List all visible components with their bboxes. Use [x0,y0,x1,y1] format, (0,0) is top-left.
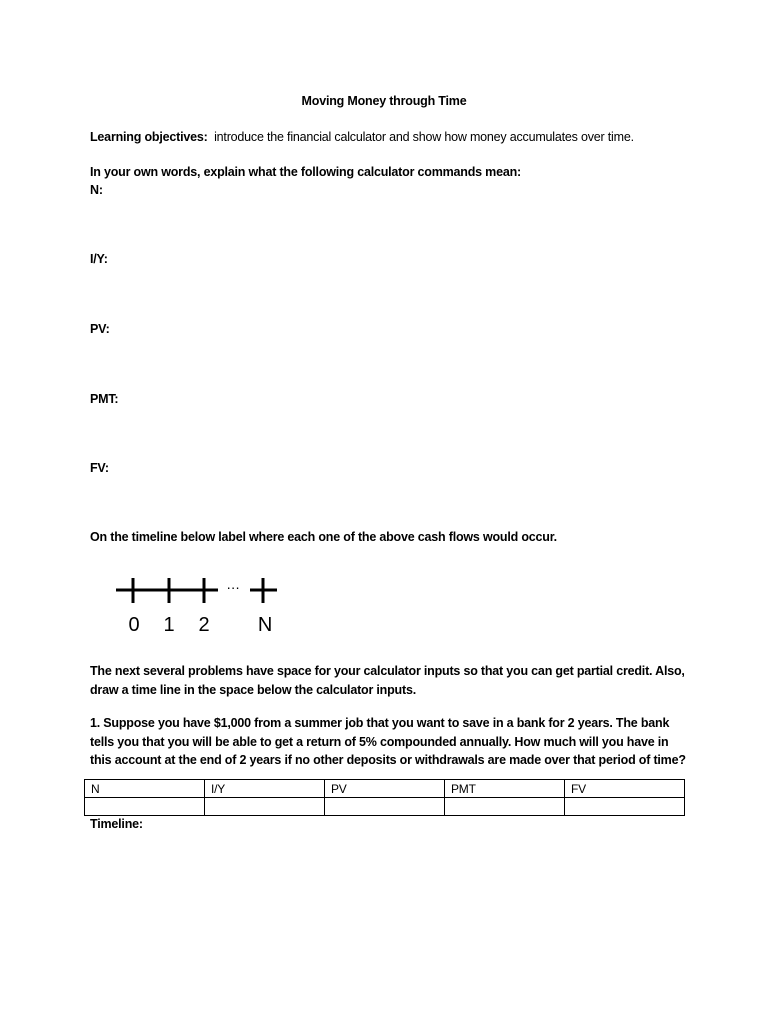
term-fv: FV: [90,461,109,475]
timeline-diagram [112,572,292,638]
input-cell-pv[interactable] [325,798,445,816]
objectives-text: introduce the financial calculator and show how money accumulates over time. [207,130,634,144]
partial-credit-line-2: draw a time line in the space below the calculator inputs. [90,682,416,697]
learning-objectives [90,130,634,144]
timeline-label-2: 2 [198,614,210,636]
input-cell-n[interactable] [85,798,205,816]
timeline-prompt: On the timeline below label where each one of the above cash flows would occur. [90,530,557,544]
term-iy: I/Y: [90,252,108,266]
problem-1-line-1: 1. Suppose you have $1,000 from a summer job that you want to save in a bank for 2 years. The bank [90,716,670,730]
term-pmt: PMT: [90,392,119,406]
input-cell-fv[interactable] [565,798,685,816]
input-cell-iy[interactable] [205,798,325,816]
header-pmt: PMT [445,780,565,798]
table-header-row [85,780,685,798]
header-fv: FV [565,780,685,798]
objectives-label: Learning objectives: [90,130,208,144]
page-title: Moving Money through Time [301,94,467,108]
table-input-row [85,798,685,816]
header-pv: PV [325,780,445,798]
timeline-ellipsis: … [226,576,240,592]
partial-credit-note [90,662,690,699]
header-n: N [85,780,205,798]
term-n: N: [90,183,103,197]
timeline-label-1: 1 [163,614,175,636]
instruction-text: In your own words, explain what the following calculator commands mean: [90,165,522,179]
header-iy: I/Y [205,780,325,798]
calculator-input-table [84,779,685,816]
timeline-label-0: 0 [128,614,140,636]
partial-credit-line-1: The next several problems have space for your calculator inputs so that you can get partial credit. Also, [90,664,685,678]
problem-1 [90,714,690,770]
timeline-label: Timeline: [90,817,143,831]
problem-1-line-3: this account at the end of 2 years if no other deposits or withdrawals are made over that period of time? [90,753,686,767]
problem-1-line-2: tells you that you will be able to get a return of 5% compounded annually. How much will you have in [90,734,669,749]
term-pv: PV: [90,322,110,336]
input-cell-pmt[interactable] [445,798,565,816]
timeline-label-n: N [257,614,273,636]
